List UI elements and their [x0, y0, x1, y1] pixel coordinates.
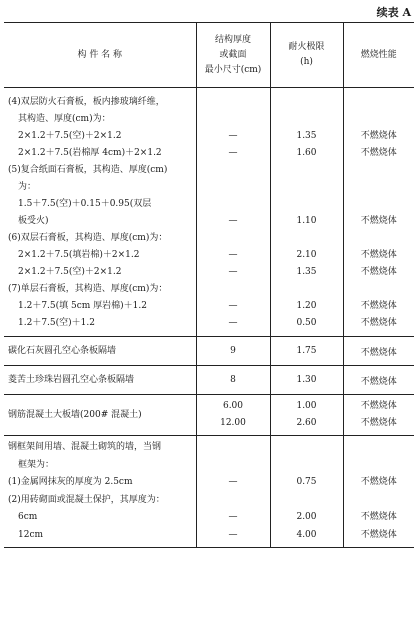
row-steel-name: 钢框架间用墙、混凝土砌筑的墙，当钢 框架为： (1)金属网抹灰的厚度为 2.5cm (2)用砖砌面或混凝土保护，其厚度为： 6cm 12cm — [4, 436, 196, 548]
table-header-row — [4, 23, 414, 88]
row-steel-thickness: — — — — [196, 436, 270, 548]
row-concrete-limit: 1.00 2.60 — [270, 395, 343, 436]
table-row — [4, 366, 414, 395]
row-lime-thickness: 9 — [196, 337, 270, 366]
row-steel-burn: 不燃烧体 不燃烧体 不燃烧体 — [343, 436, 414, 548]
row-perlite-limit: 1.30 — [270, 366, 343, 395]
table-row — [4, 436, 414, 548]
row-perlite-name: 菱苦土珍珠岩圆孔空心条板隔墙 — [4, 366, 196, 395]
fire-resistance-table — [4, 22, 414, 548]
row-gypsum-thickness: — — — — — — — — [196, 88, 270, 337]
header-name: 构 件 名 称 — [4, 23, 196, 88]
row-steel-limit: 0.75 2.00 4.00 — [270, 436, 343, 548]
row-lime-burn: 不燃烧体 — [343, 337, 414, 366]
row-concrete-thickness: 6.00 12.00 — [196, 395, 270, 436]
row-concrete-name: 钢筋混凝土大板墙(200# 混凝土) — [4, 395, 196, 436]
row-lime-name: 碳化石灰圆孔空心条板隔墙 — [4, 337, 196, 366]
row-concrete-burn: 不燃烧体 不燃烧体 — [343, 395, 414, 436]
row-perlite-thickness: 8 — [196, 366, 270, 395]
row-gypsum-limit: 1.35 1.60 1.10 2.10 1.35 1.20 0.50 — [270, 88, 343, 337]
row-perlite-burn: 不燃烧体 — [343, 366, 414, 395]
header-burn: 燃烧性能 — [343, 23, 414, 88]
row-gypsum-name: (4)双层防火石膏板，板内掺玻璃纤维， 其构造、厚度(cm)为： 2×1.2＋7.5(空)＋2×1.2 2×1.2＋7.5(岩棉厚 4cm)＋2×1.2 (5)复合纸面石膏板，其构造、厚度(cm) 为： 1.5＋7.5(空)＋0.15＋0.95(双层 板受火) (6)双层石膏板，其构造、厚度(cm)为： 2×1.2＋7.5(填岩棉)＋2×1.2 2×1.2＋7.5(空)＋2×1.2 (7)单层石膏板，其构造、厚度(cm)为： 1.2＋7.5(填 5cm 厚岩棉)＋1.2 1.2＋7.5(空)＋1.2 — [4, 88, 196, 337]
row-lime-limit: 1.75 — [270, 337, 343, 366]
header-thickness: 结构厚度 或截面 最小尺寸(cm) — [196, 23, 270, 88]
table-row — [4, 337, 414, 366]
row-gypsum-burn: 不燃烧体 不燃烧体 不燃烧体 不燃烧体 不燃烧体 不燃烧体 不燃烧体 — [343, 88, 414, 337]
table-row — [4, 395, 414, 436]
header-limit: 耐火极限 (h) — [270, 23, 343, 88]
table-row — [4, 88, 414, 337]
table-caption: 续表 A — [376, 6, 411, 19]
